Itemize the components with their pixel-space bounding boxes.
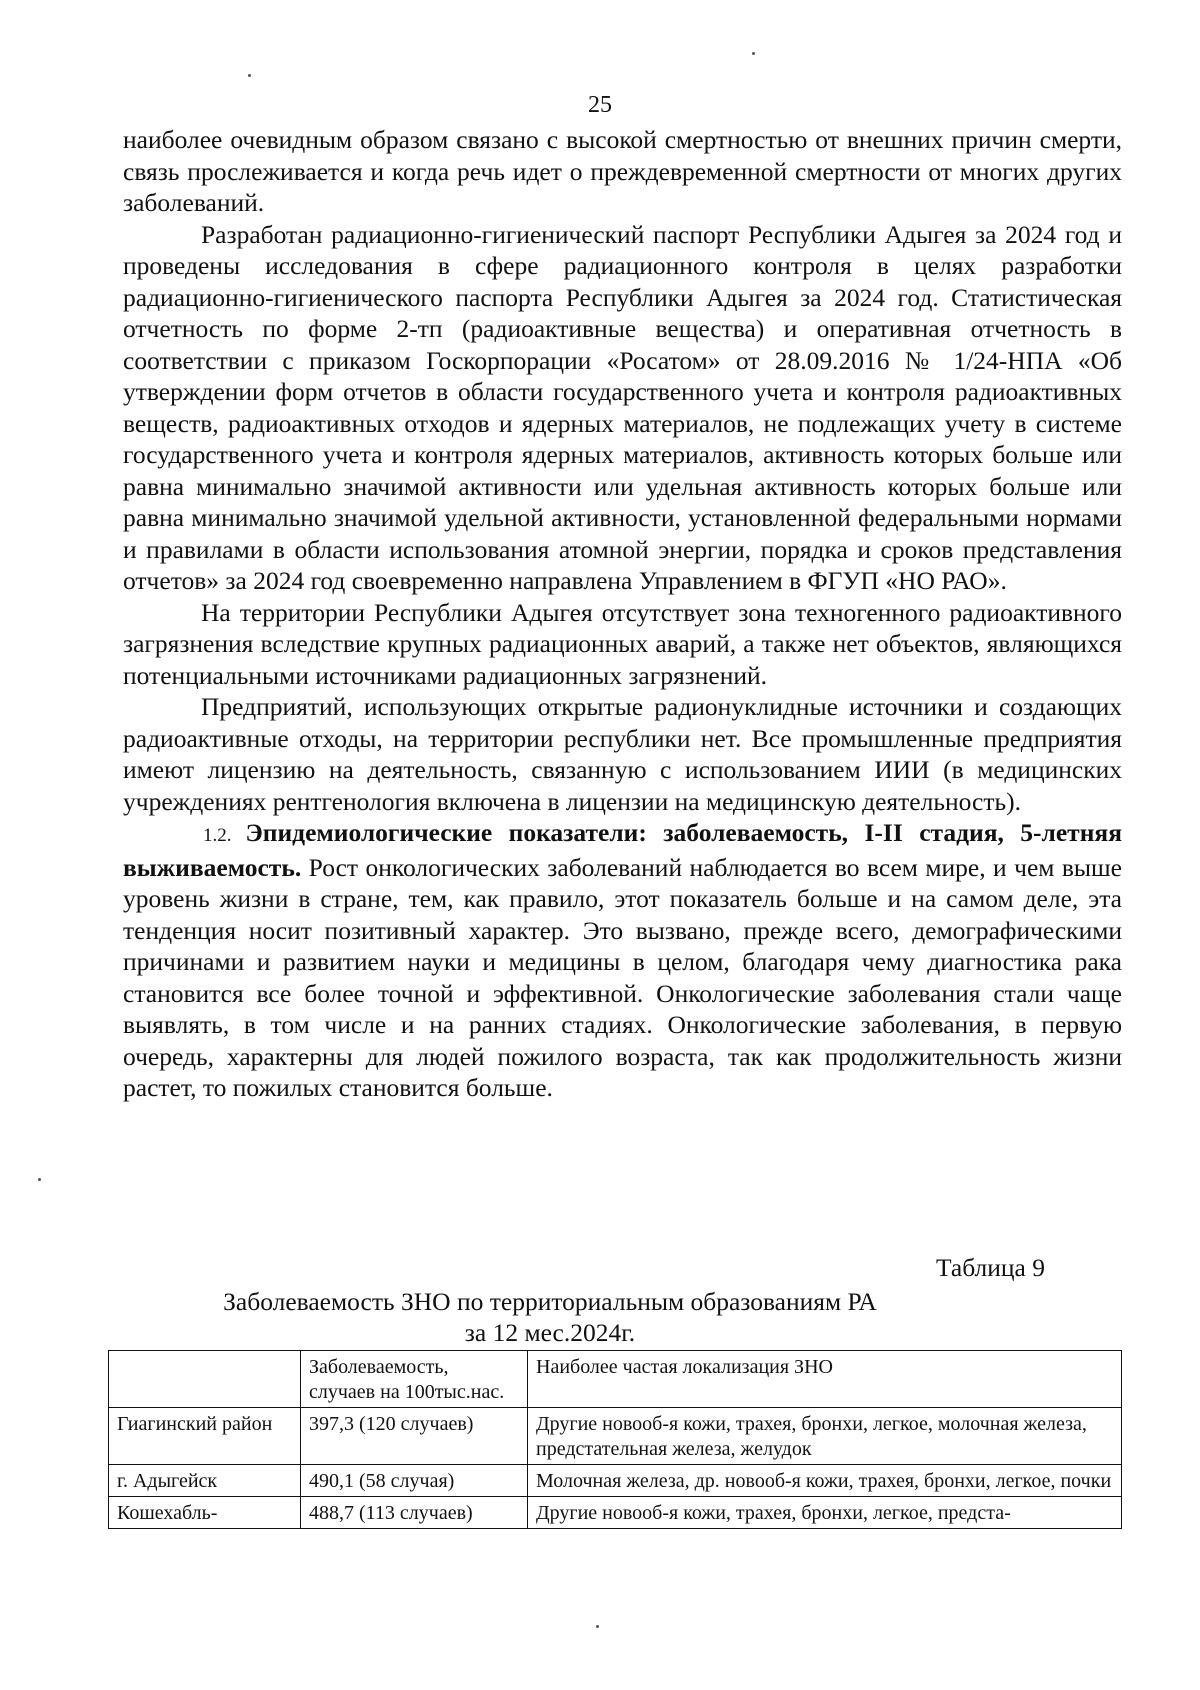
section-title: Эпидемиологические показатели: заболеваемость, I-II стадия, 5-летняя выживаемость. — [123, 818, 1122, 882]
paragraph: наиболее очевидным образом связано с высокой смертностью от внешних причин смерти, связь прослеживается и когда речь идет о преждевременной смертности от многих других заболеваний. — [123, 125, 1122, 217]
table-cell-localization: Молочная железа, др. новооб-я кожи, трахея, бронхи, легкое, почки — [528, 1465, 1122, 1497]
page-number: 25 — [588, 92, 612, 118]
table-label: Таблица 9 — [935, 1253, 1045, 1282]
section-number: 1.2. — [203, 825, 232, 846]
table-row — [109, 1497, 1122, 1529]
table-cell-territory: Гиагинский район — [109, 1408, 301, 1465]
table-row — [109, 1408, 1122, 1465]
table-cell-localization: Другие новооб-я кожи, трахея, бронхи, легкое, молочная железа, предстательная железа, желудок — [528, 1408, 1122, 1465]
scan-speck — [248, 74, 251, 77]
table-cell-territory: Кошехабль- — [109, 1497, 301, 1529]
table-caption — [150, 1286, 950, 1348]
table-cell-localization: Другие новооб-я кожи, трахея, бронхи, легкое, предста- — [528, 1497, 1122, 1529]
scan-speck — [752, 52, 755, 55]
table-cell-incidence: 488,7 (113 случаев) — [301, 1497, 528, 1529]
table-header-row — [109, 1351, 1122, 1408]
table-header-cell: Наиболее частая локализация ЗНО — [528, 1351, 1122, 1408]
table-header-cell — [109, 1351, 301, 1408]
incidence-table — [108, 1350, 1122, 1529]
section-text: Рост онкологических заболеваний наблюдается во всем мире, и чем выше уровень жизни в стране, тем, как правило, этот показатель больше и на самом деле, эта тенденция носит позитивный характер. Это вызвано, прежде всего, демографическими причинами и развитием науки и медицины в целом, благодаря чему диагностика рака становится все более точной и эффективной. Онкологические заболевания стали чаще выявлять, в том числе и на ранних стадиях. Онкологические заболевания, в первую очередь, характерны для людей пожилого возраста, так как продолжительность жизни растет, то пожилых становится больше. — [123, 852, 1122, 1102]
table-cell-incidence: 490,1 (58 случая) — [301, 1465, 528, 1497]
table-cell-territory: г. Адыгейск — [109, 1465, 301, 1497]
scan-speck — [596, 1625, 599, 1628]
table-row — [109, 1465, 1122, 1497]
table-caption-line: Заболеваемость ЗНО по территориальным образованиям РА — [223, 1287, 877, 1316]
paragraph: На территории Республики Адыгея отсутствует зона техногенного радиоактивного загрязнения вследствие крупных радиационных аварий, а также нет объектов, являющихся потенциальными источниками радиационных загрязнений. — [123, 597, 1122, 690]
paragraph: Предприятий, использующих открытые радионуклидные источники и создающих радиоактивные отходы, на территории республики нет. Все промышленные предприятия имеют лицензию на деятельность, связанную с использованием ИИИ (в медицинских учреждениях рентгенология включена в лицензии на медицинскую деятельность). — [123, 692, 1122, 816]
paragraph: Разработан радиационно-гигиенический паспорт Республики Адыгея за 2024 год и проведены исследования в сфере радиационного контроля в целях разработки радиационно-гигиенического паспорта Республики Адыгея за 2024 год. Статистическая отчетность по форме 2-тп (радиоактивные вещества) и оперативная отчетность в соответствии с приказом Госкорпорации «Росатом» от 28.09.2016 № 1/24-НПА «Об утверждении форм отчетов в области государственного учета и контроля радиоактивных веществ, радиоактивных отходов и ядерных материалов, не подлежащих учету в системе государственного учета и контроля ядерных материалов, активность которых больше или равна минимально значимой активности или удельная активность которых больше или равна минимально значимой удельной активности, установленной федеральными нормами и правилами в области использования атомной энергии, порядка и сроков представления отчетов» за 2024 год своевременно направлена Управлением в ФГУП «НО РАО». — [123, 219, 1122, 595]
scan-speck — [38, 1178, 41, 1181]
table-header-cell: Заболеваемость, случаев на 100тыс.нас. — [301, 1351, 528, 1408]
table-caption-line: за 12 мес.2024г. — [464, 1318, 636, 1347]
table-cell-incidence: 397,3 (120 случаев) — [301, 1408, 528, 1465]
section-paragraph — [123, 817, 1122, 1104]
body-text — [123, 124, 1122, 1104]
